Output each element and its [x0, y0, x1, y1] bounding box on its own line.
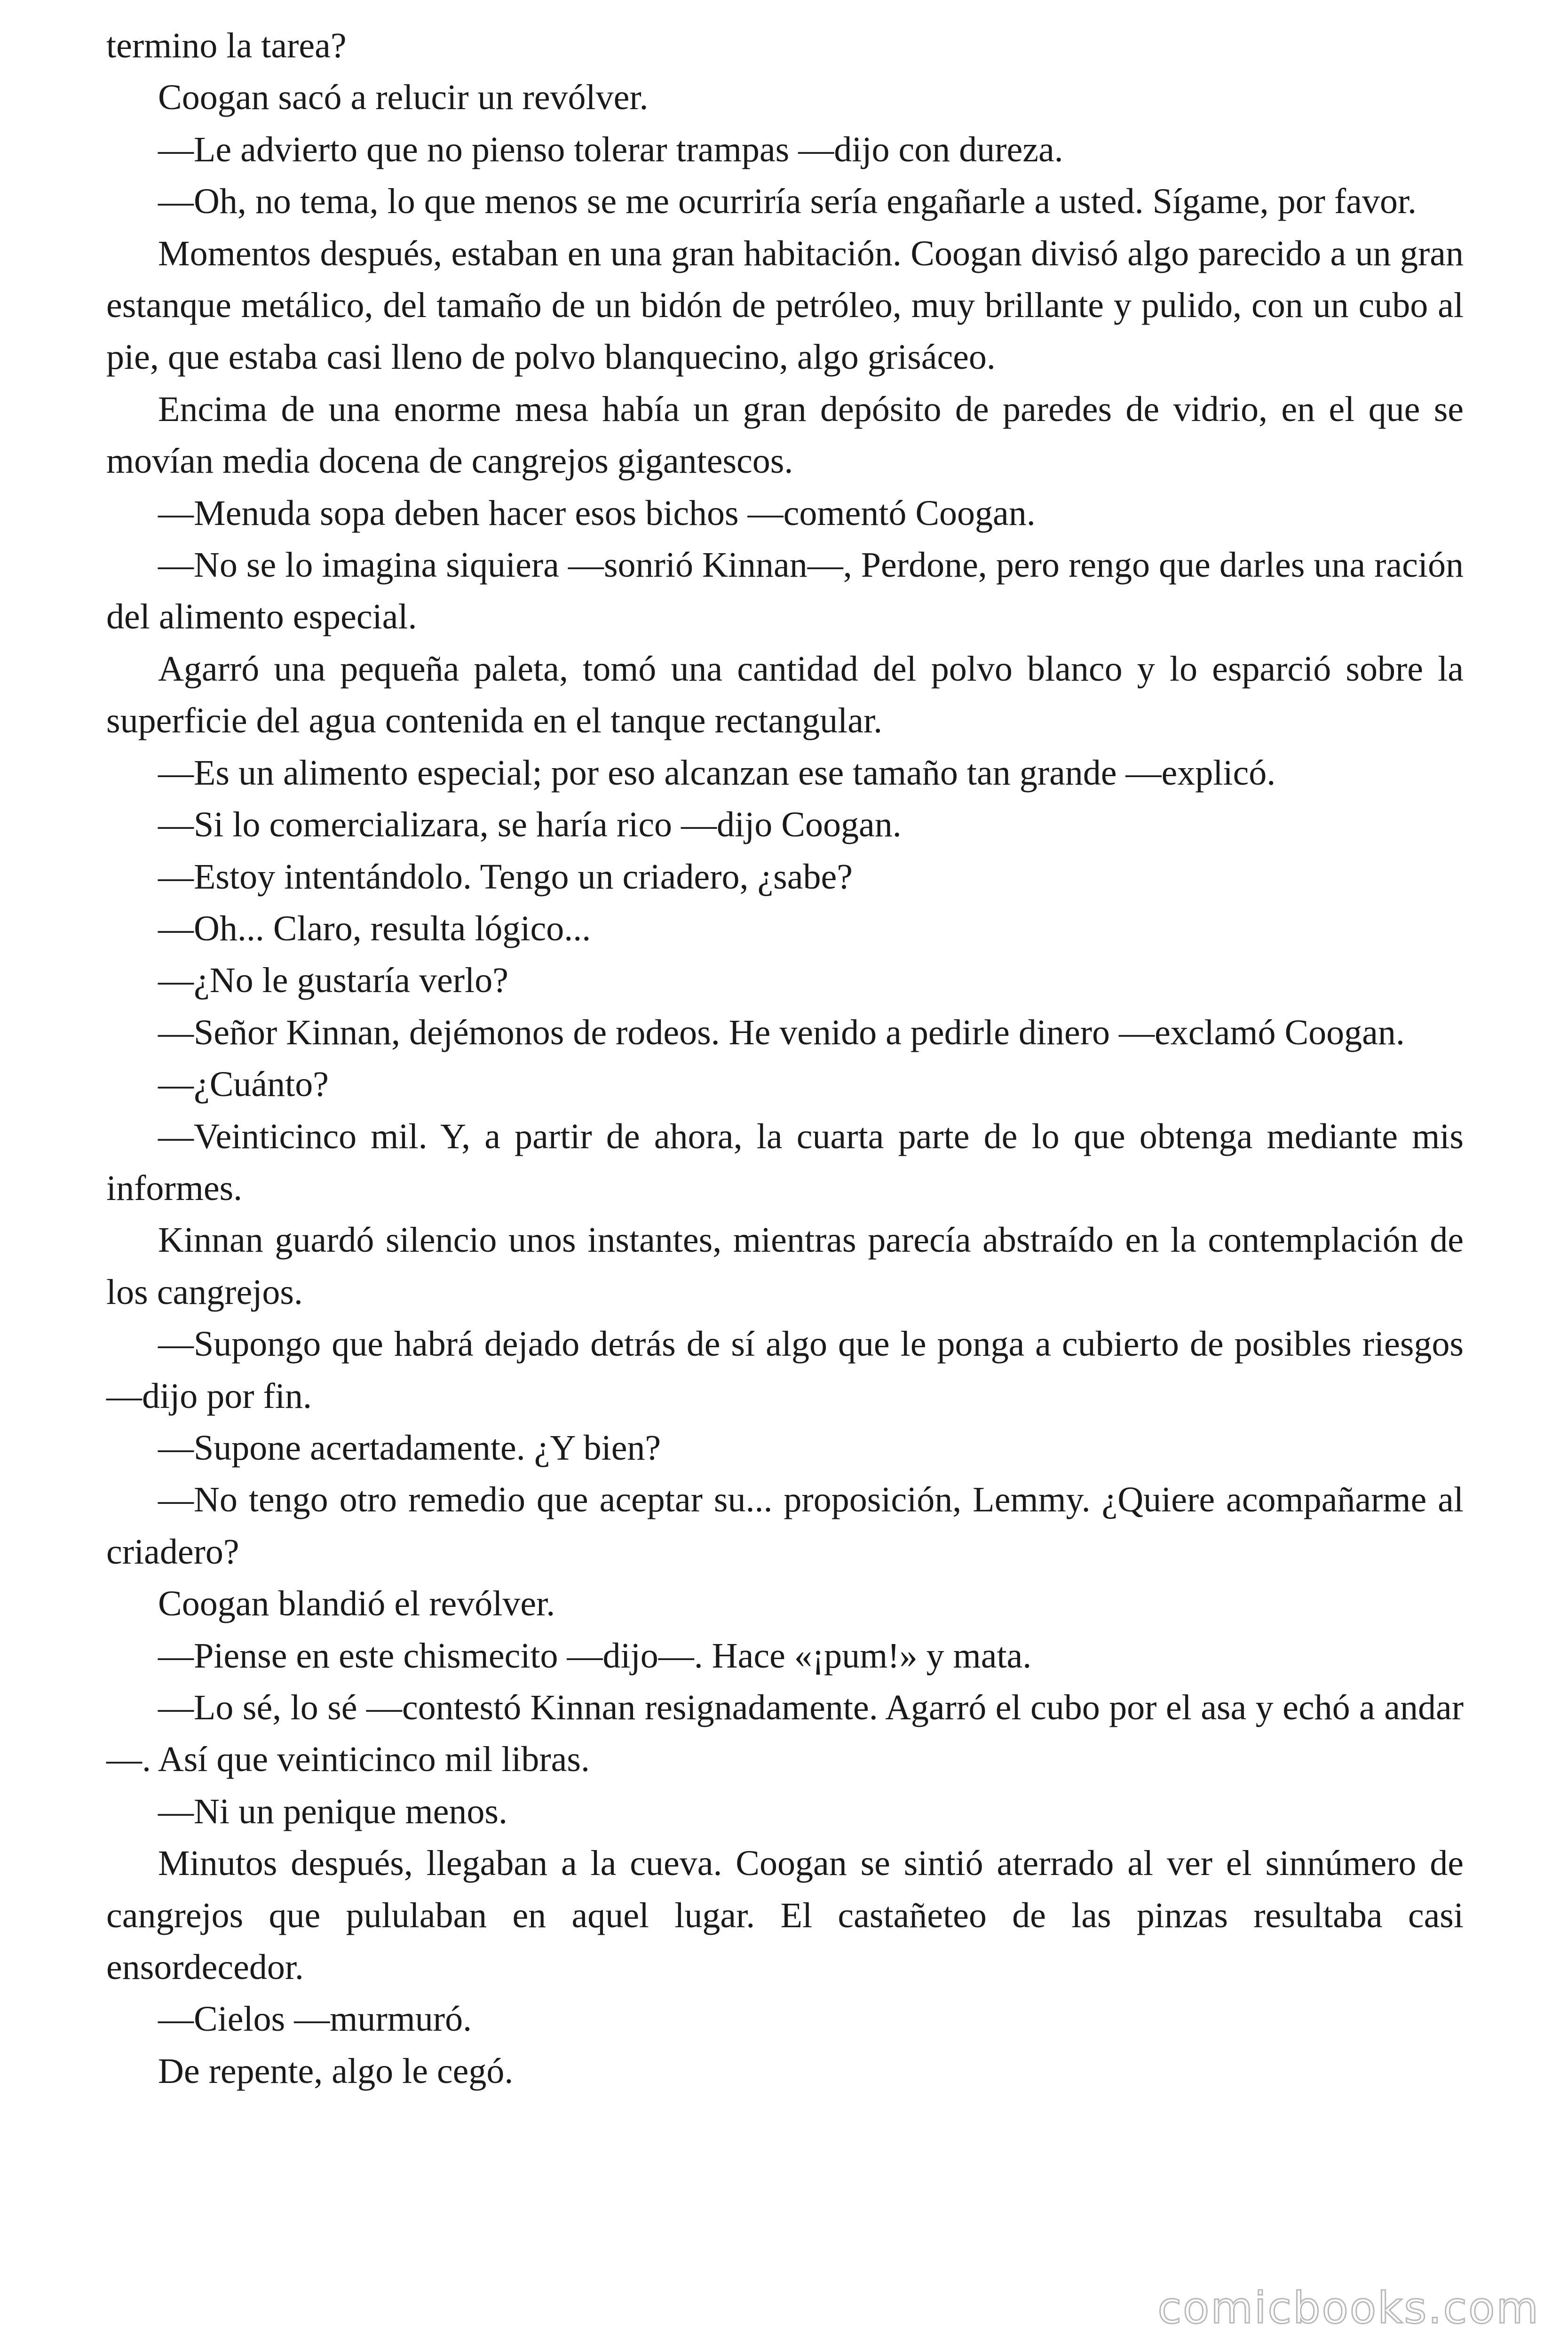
paragraph: —Lo sé, lo sé —contestó Kinnan resignadamente. Agarró el cubo por el asa y echó a andar—. Así que veinticinco mil libras.: [106, 1688, 1464, 1780]
paragraph: —Es un alimento especial; por eso alcanzan ese tamaño tan grande —explicó.: [158, 753, 1276, 793]
paragraph: —Oh... Claro, resulta lógico...: [158, 908, 591, 948]
paragraph: —No se lo imagina siquiera —sonrió Kinnan—, Perdone, pero rengo que darles una ración del alimento especial.: [106, 545, 1464, 637]
paragraph: —¿No le gustaría verlo?: [158, 961, 508, 1001]
paragraph: —¿Cuánto?: [158, 1065, 329, 1104]
paragraph: Encima de una enorme mesa había un gran depósito de paredes de vidrio, en el que se movían media docena de cangrejos gigantescos.: [106, 389, 1464, 481]
paragraph: Momentos después, estaban en una gran habitación. Coogan divisó algo parecido a un gran estanque metálico, del tamaño de un bidón de petróleo, muy brillante y pulido, con un cubo al pie, que estaba casi lleno de polvo blanquecino, algo grisáceo.: [106, 233, 1464, 377]
paragraph: —Estoy intentándolo. Tengo un criadero, ¿sabe?: [158, 857, 853, 897]
paragraph: —Supone acertadamente. ¿Y bien?: [158, 1428, 661, 1468]
paragraph: —Supongo que habrá dejado detrás de sí algo que le ponga a cubierto de posibles riesgos —dijo por fin.: [106, 1324, 1464, 1416]
paragraph: —Menuda sopa deben hacer esos bichos —comentó Coogan.: [158, 493, 1036, 533]
paragraph: —Le advierto que no pienso tolerar trampas —dijo con dureza.: [158, 129, 1063, 169]
watermark-text: comicbooks.com: [1157, 2283, 1540, 2333]
paragraph: De repente, algo le cegó.: [158, 2051, 514, 2091]
paragraph: —Cielos —murmuró.: [158, 1999, 472, 2039]
paragraph: —Ni un penique menos.: [158, 1791, 508, 1831]
paragraph: —Piense en este chismecito —dijo—. Hace «¡pum!» y mata.: [158, 1636, 1032, 1676]
paragraph: termino la tarea?: [106, 26, 347, 65]
paragraph: —Si lo comercializara, se haría rico —dijo Coogan.: [158, 805, 902, 845]
paragraph: Coogan blandió el revólver.: [158, 1584, 555, 1624]
paragraph: —Veinticinco mil. Y, a partir de ahora, la cuarta parte de lo que obtenga mediante mis informes.: [106, 1116, 1464, 1208]
body-text: [106, 20, 1464, 2097]
paragraph: Coogan sacó a relucir un revólver.: [158, 78, 649, 118]
paragraph: —No tengo otro remedio que aceptar su... proposición, Lemmy. ¿Quiere acompañarme al criadero?: [106, 1480, 1464, 1572]
paragraph: —Oh, no tema, lo que menos se me ocurriría sería engañarle a usted. Sígame, por favor.: [158, 182, 1417, 222]
paragraph: —Señor Kinnan, dejémonos de rodeos. He venido a pedirle dinero —exclamó Coogan.: [158, 1012, 1405, 1052]
paragraph: Minutos después, llegaban a la cueva. Coogan se sintió aterrado al ver el sinnúmero de cangrejos que pululaban en aquel lugar. El castañeteo de las pinzas resultaba casi ensordecedor.: [106, 1843, 1464, 1987]
paragraph: Agarró una pequeña paleta, tomó una cantidad del polvo blanco y lo esparció sobre la superficie del agua contenida en el tanque rectangular.: [106, 649, 1464, 741]
paragraph: Kinnan guardó silencio unos instantes, mientras parecía abstraído en la contemplación de los cangrejos.: [106, 1220, 1464, 1312]
